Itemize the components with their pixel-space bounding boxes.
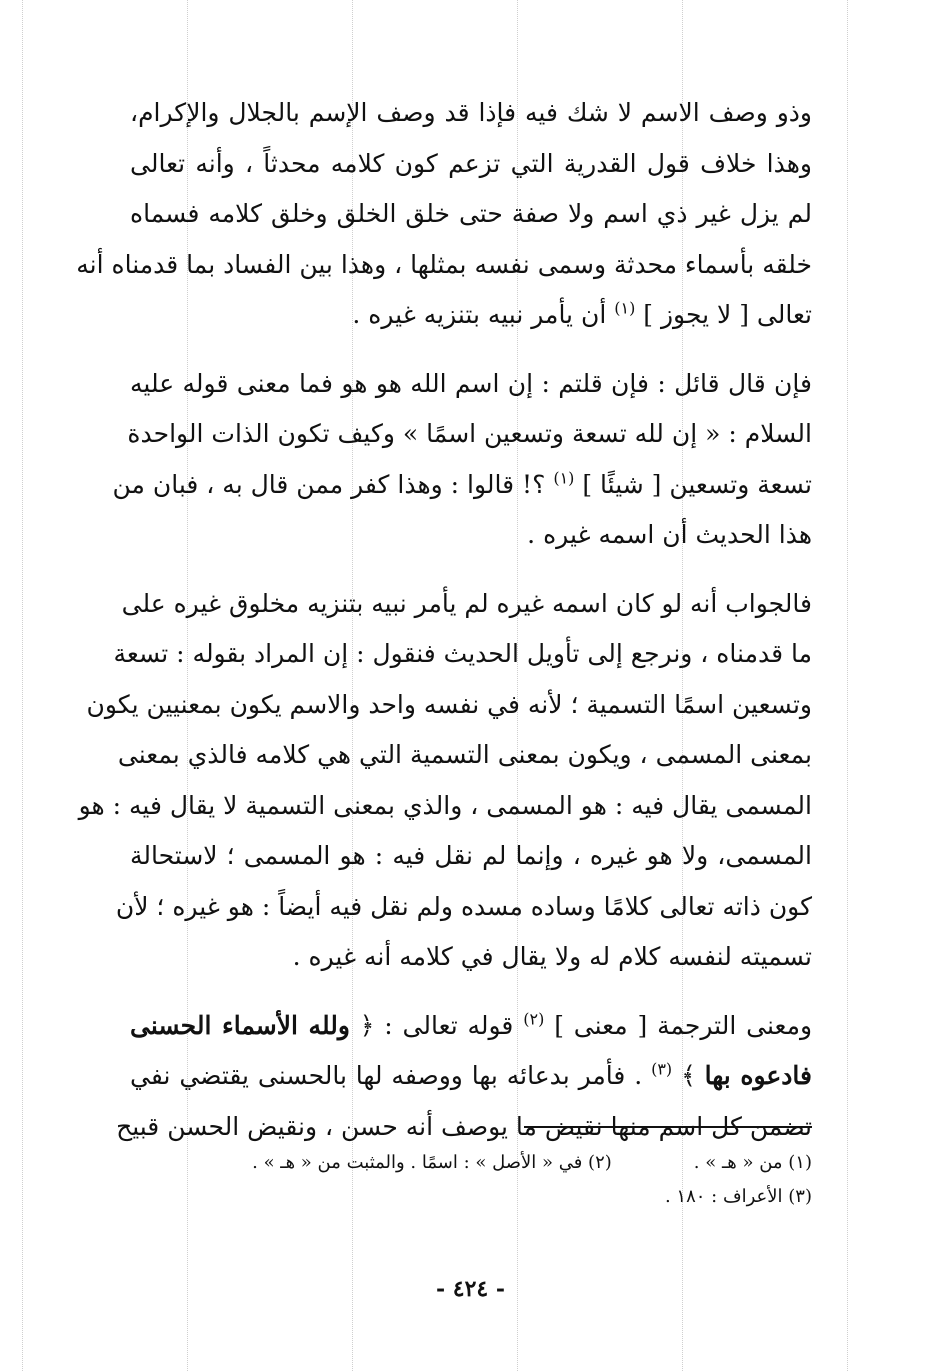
footnote-1: (١) من « هـ » . [693, 1152, 812, 1173]
paragraph-1 [76, 88, 812, 341]
text-line: بمعنى المسمى ، ويكون بمعنى التسمية التي هي كلامه فالذي بمعنى [117, 740, 812, 769]
footnote-3: (٣) الأعراف : ١٨٠ . [664, 1186, 812, 1207]
text-line: تسميته لنفسه كلام له ولا يقال في كلامه أنه غيره . [292, 942, 812, 971]
paragraph-2 [112, 359, 812, 561]
text-segment: ﴾ [681, 1061, 696, 1090]
footnote-ref[interactable]: (٣) [651, 1059, 673, 1079]
scan-guide-line [847, 0, 848, 1371]
footnote-separator [524, 1126, 812, 1128]
footnote-row [130, 1180, 812, 1214]
text-line: خلقه بأسماء محدثة وسمى نفسه بمثلها ، وهذا بين الفساد بما قدمناه أنه [76, 249, 812, 279]
text-segment: تسعة وتسعين [ شيئًا ] [582, 469, 812, 499]
text-line: فالجواب أنه لو كان اسمه غيره لم يأمر نبيه بتنزيه مخلوق غيره على [121, 588, 812, 618]
text-line: المسمى، ولا هو غيره ، وإنما لم نقل فيه : هو المسمى ؛ لاستحالة [130, 841, 812, 870]
footnotes [130, 1146, 812, 1214]
footnote-row [130, 1146, 812, 1180]
text-segment: تعالى [ لا يجوز ] [643, 300, 812, 329]
text-line [130, 1051, 812, 1102]
text-line: لم يزل غير ذي اسم ولا صفة حتى خلق الخلق وخلق كلامه فسماه [130, 199, 812, 228]
text-segment: قوله تعالى : ﴿ [359, 1010, 514, 1040]
text-line: هذا الحديث أن اسمه غيره . [527, 520, 812, 549]
paragraph-3 [78, 579, 812, 983]
footnote-ref[interactable]: (١) [614, 298, 636, 318]
text-line [112, 460, 812, 511]
text-segment: ومعنى الترجمة [ معنى ] [554, 1010, 813, 1040]
quran-verse: ولله الأسماء الحسنى [130, 1010, 350, 1040]
footnote-ref[interactable]: (٢) [523, 1009, 545, 1029]
footnote-ref[interactable]: (١) [553, 468, 575, 488]
body-text [76, 88, 813, 1152]
text-line [130, 290, 812, 341]
text-line: ما قدمناه ، ونرجع إلى تأويل الحديث فنقول : إن المراد بقوله : تسعة [113, 639, 812, 668]
footnote-2: (٢) في « الأصل » : اسمًا . والمثبت من « هـ » . [252, 1152, 612, 1173]
text-line: تضمن كل اسم منها نقيض ما يوصف أنه حسن ، ونقيض الحسن قبيح [116, 1111, 812, 1141]
text-segment: أن يأمر نبيه بتنزيه غيره . [352, 300, 607, 329]
quran-verse: فادعوه بها [704, 1061, 812, 1090]
paragraph-4 [116, 1001, 813, 1153]
text-line: وذو وصف الاسم لا شك فيه فإذا قد وصف الإسم بالجلال والإكرام، [130, 98, 812, 127]
text-line: كون ذاته تعالى كلامًا وساده مسده ولم نقل فيه أيضاً : هو غيره ؛ لأن [115, 891, 812, 921]
text-segment: ؟! قالوا : وهذا كفر ممن قال به ، فبان من [112, 469, 546, 499]
text-line: المسمى يقال فيه : هو المسمى ، والذي بمعنى التسمية لا يقال فيه : هو [78, 790, 812, 820]
text-line: وتسعين اسمًا التسمية ؛ لأنه في نفسه واحد والاسم يكون بمعنيين يكون [86, 689, 812, 719]
text-line [130, 1001, 812, 1052]
text-line: السلام : « إن لله تسعة وتسعين اسمًا » وكيف تكون الذات الواحدة [127, 419, 812, 448]
text-line: وهذا خلاف قول القدرية التي تزعم كون كلامه محدثاً ، وأنه تعالى [130, 148, 812, 178]
text-line: فإن قال قائل : فإن قلتم : إن اسم الله هو هو فما معنى قوله عليه [130, 368, 812, 398]
scan-guide-line [22, 0, 23, 1371]
text-segment: . فأمر بدعائه بها ووصفه لها بالحسنى يقتضي نفي [130, 1061, 643, 1090]
page-number: - ٤٢٤ - [435, 1276, 506, 1302]
